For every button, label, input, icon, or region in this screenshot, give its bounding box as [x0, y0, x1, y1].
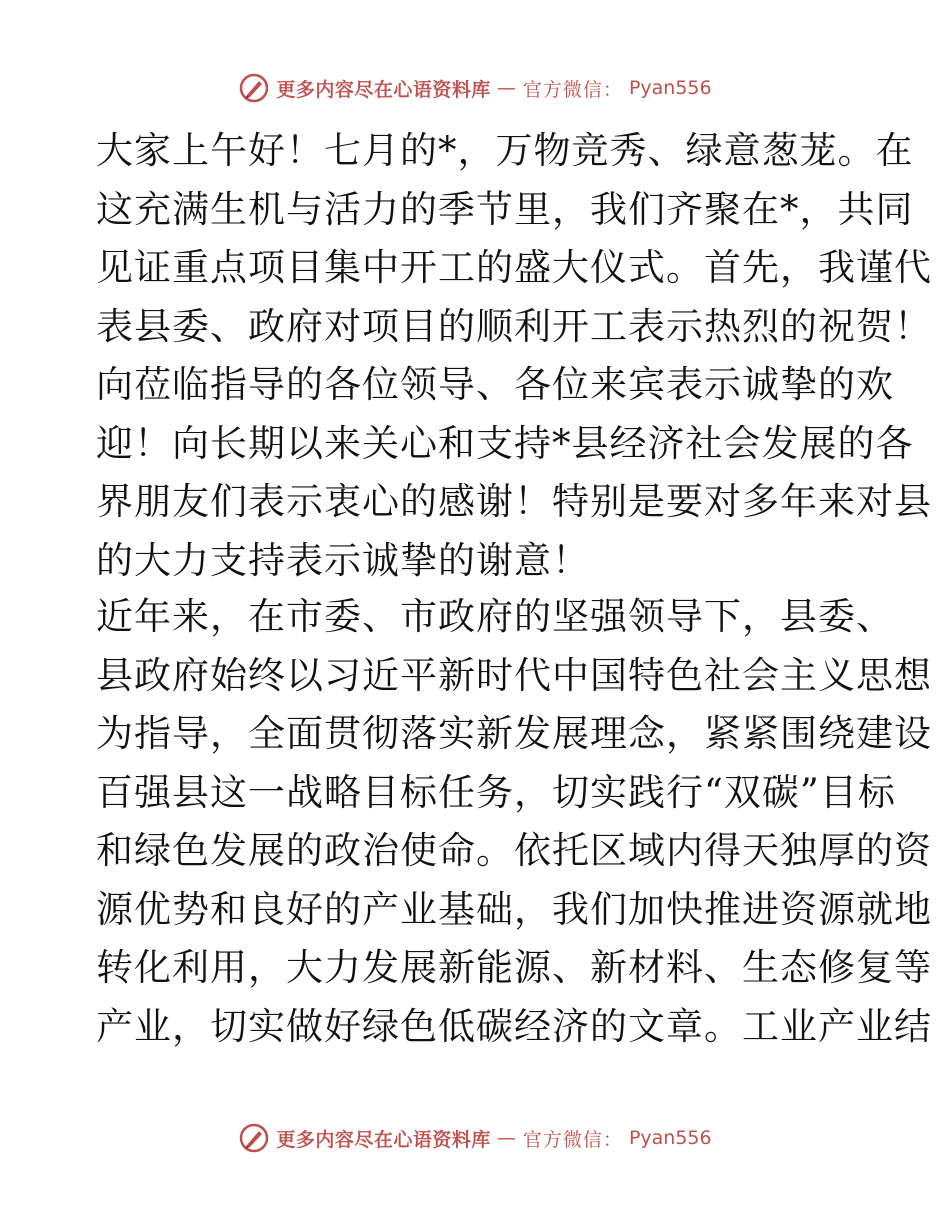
- text-line: 的大力支持表示诚挚的谢意！: [96, 538, 590, 582]
- text-line: 源优势和良好的产业基础，我们加快推进资源就地: [96, 887, 932, 931]
- text-line: 县政府始终以习近平新时代中国特色社会主义思想: [96, 653, 932, 697]
- text-line: 百强县这一战略目标任务，切实践行“双碳”目标: [96, 770, 896, 814]
- text-line: 近年来，在市委、市政府的坚强领导下，县委、: [96, 595, 894, 638]
- paragraph-1: [96, 122, 932, 590]
- pen-logo-icon: [238, 72, 270, 104]
- text-line: 迎！向长期以来关心和支持*县经济社会发展的各: [96, 421, 914, 465]
- footer-watermark: [0, 1122, 950, 1154]
- text-line: 转化利用，大力发展新能源、新材料、生态修复等: [96, 946, 932, 989]
- watermark-dash: —: [496, 1127, 517, 1149]
- pen-logo-icon: [238, 1122, 270, 1154]
- watermark-main-text: 更多内容尽在心语资料库: [276, 1128, 491, 1151]
- watermark-wechat-id: Pyan556: [628, 77, 712, 99]
- text-line: 向莅临指导的各位领导、各位来宾表示诚挚的欢: [96, 363, 894, 406]
- text-line: 表县委、政府对项目的顺利开工表示热烈的祝贺！: [96, 304, 932, 348]
- paragraph-2: [96, 588, 932, 1056]
- text-line: 和绿色发展的政治使命。依托区域内得天独厚的资: [96, 829, 932, 872]
- watermark-wechat-id: Pyan556: [628, 1127, 712, 1149]
- text-line: 这充满生机与活力的季节里，我们齐聚在*，共同: [96, 187, 914, 231]
- text-line: 产业，切实做好绿色低碳经济的文章。工业产业结: [96, 1004, 932, 1048]
- text-line: 界朋友们表示衷心的感谢！特别是要对多年来对县: [96, 480, 932, 523]
- watermark-wechat-label: 官方微信：: [522, 1128, 623, 1151]
- text-line: 见证重点项目集中开工的盛大仪式。首先，我谨代: [96, 246, 932, 289]
- watermark-dash: —: [496, 77, 517, 99]
- text-line: 大家上午好！七月的*，万物竞秀、绿意葱茏。在: [96, 129, 914, 172]
- watermark-main-text: 更多内容尽在心语资料库: [276, 78, 491, 101]
- text-line: 为指导，全面贯彻落实新发展理念，紧紧围绕建设: [96, 712, 932, 755]
- watermark-wechat-label: 官方微信：: [522, 78, 623, 101]
- header-watermark: [0, 72, 950, 104]
